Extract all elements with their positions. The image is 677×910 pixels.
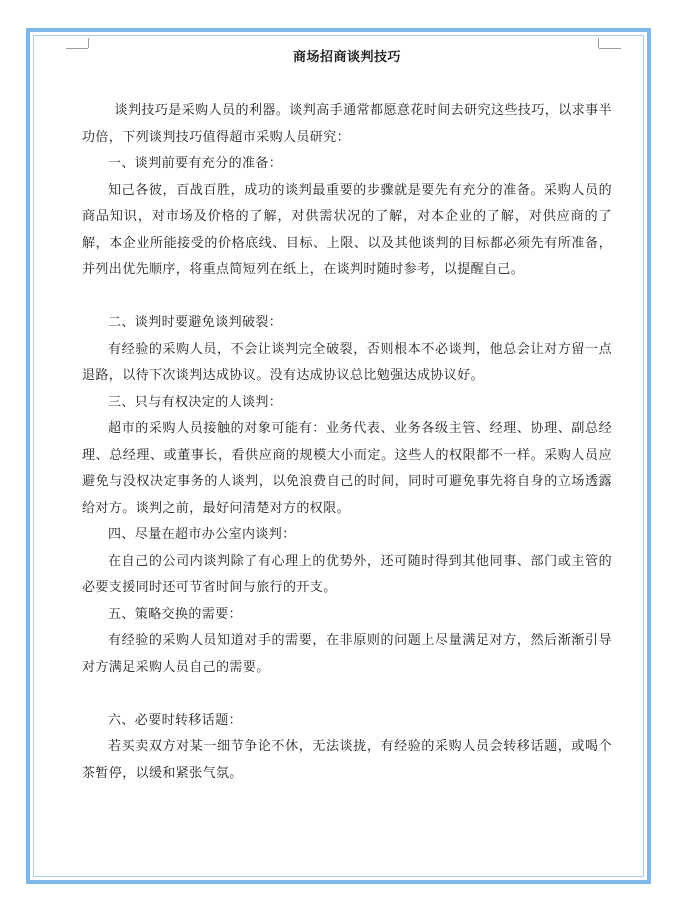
section-heading-2: 二、谈判时要避免谈判破裂： <box>108 315 283 330</box>
document-page <box>26 28 651 884</box>
document-body <box>82 48 612 787</box>
blank-line <box>82 284 612 311</box>
intro-paragraph: 谈判技巧是采购人员的利器。谈判高手通常都愿意花时间去研究这些技巧，以求事半功倍，下列谈判技巧值得超市采购人员研究： <box>82 103 612 145</box>
section-body-1: 知己各彼，百战百胜，成功的谈判最重要的步骤就是要先有充分的准备。采购人员的商品知识，对市场及价格的了解，对供需状况的了解，对本企业的了解，对供应商的了解，本企业所能接受的价格底线、目标、上限、以及其他谈判的目标都必须先有所准备，并列出优先顺序，将重点简短列在纸上，在谈判时随时参考，以提醒自己。 <box>82 182 612 277</box>
blank-line <box>82 681 612 708</box>
section-body-2: 有经验的采购人员，不会让谈判完全破裂，否则根本不必谈判，他总会让对方留一点退路，以待下次谈判达成协议。没有达成协议总比勉强达成协议好。 <box>82 341 612 383</box>
section-heading-5: 五、策略交换的需要： <box>108 606 243 622</box>
section-body-6: 若买卖双方对某一细节争论不休，无法谈拢，有经验的采购人员会转移话题，或喝个茶暂停，以缓和紧张气氛。 <box>82 739 612 781</box>
section-heading-3: 三、只与有权决定的人谈判： <box>108 394 283 410</box>
document-title: 商场招商谈判技巧 <box>292 50 401 65</box>
section-body-3: 超市的采购人员接触的对象可能有：业务代表、业务各级主管、经理、协理、副总经理、总经理、或董事长，看供应商的规模大小而定。这些人的权限都不一样。采购人员应避免与没权决定事务的人谈判，以免浪费自己的时间，同时可避免事先将自身的立场透露给对方。谈判之前，最好问清楚对方的权限。 <box>82 421 612 516</box>
section-body-4: 在自己的公司内谈判除了有心理上的优势外，还可随时得到其他同事、部门或主管的必要支援同时还可节省时间与旅行的开支。 <box>82 553 612 595</box>
section-heading-6: 六、必要时转移话题： <box>108 712 243 728</box>
section-heading-4: 四、尽量在超市办公室内谈判： <box>108 527 296 542</box>
section-heading-1: 一、谈判前要有充分的准备： <box>108 156 283 171</box>
section-body-5: 有经验的采购人员知道对手的需要，在非原则的问题上尽量满足对方，然后渐渐引导对方满足采购人员自己的需要。 <box>82 633 612 675</box>
